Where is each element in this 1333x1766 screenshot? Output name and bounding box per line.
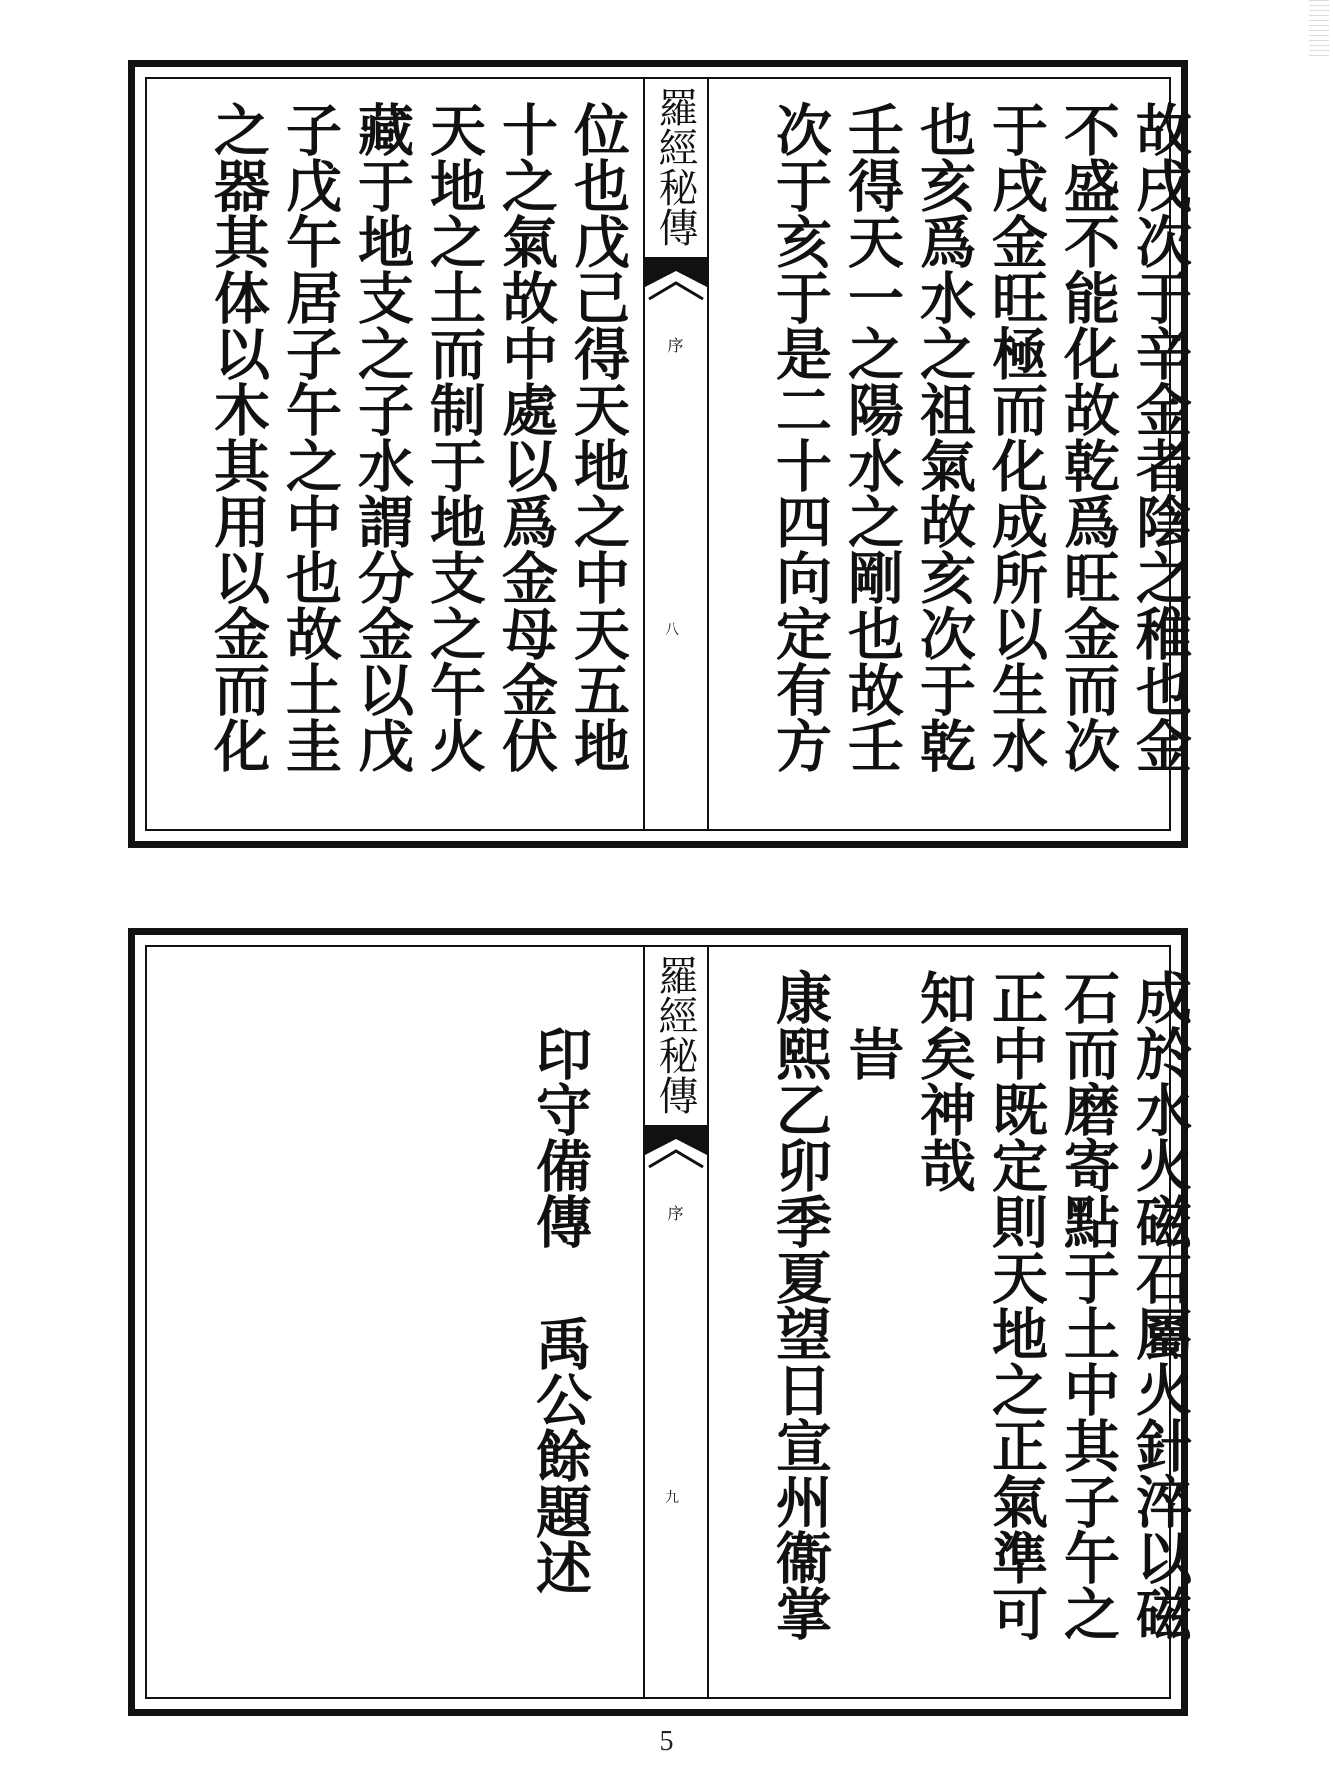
page-frame: [145, 77, 1193, 831]
text-column: 知矣神哉: [911, 969, 977, 1193]
book-page-lower: [128, 928, 1193, 1716]
text-column: 成於水火磁石屬火針淬以磁: [1127, 969, 1193, 1641]
text-column: 正中既定則天地之正氣準可: [983, 969, 1049, 1641]
signature-column: 印守備傳: [527, 1025, 593, 1249]
text-column: 于戌金旺極而化成所以生水: [983, 101, 1049, 773]
text-column: 次于亥于是二十四向定有方: [767, 101, 833, 773]
text-column: 天地之土而制于地支之午火: [421, 101, 487, 773]
section-label: 序: [665, 1205, 684, 1221]
fishtail-mark: [645, 257, 707, 301]
date-column: 康熙乙卯季夏望日宣州衞掌: [767, 969, 833, 1641]
folio-number: 八: [665, 622, 679, 638]
text-column: 也亥爲水之祖氣故亥次于乾: [911, 101, 977, 773]
text-column-indented: 旹: [839, 1025, 905, 1081]
text-column: 壬得天一之陽水之剛也故壬: [839, 101, 905, 773]
scan-speckle: [1309, 0, 1329, 60]
text-column: 之器其体以木其用以金而化: [205, 101, 271, 773]
book-title: 羅經秘傳: [652, 87, 698, 247]
text-column: 石而磨寄點于土中其子午之: [1055, 969, 1121, 1641]
book-title: 羅經秘傳: [652, 955, 698, 1115]
folio-number: 九: [665, 1490, 679, 1506]
page-frame: [145, 945, 1193, 1699]
author-column: 禹公餘題述: [527, 1315, 593, 1595]
text-column: 故戌次于辛金者陰之稚也金: [1127, 101, 1193, 773]
text-column: 子戊午居子午之中也故土圭: [277, 101, 343, 773]
text-column: 藏于地支之子水謂分金以戊: [349, 101, 415, 773]
text-column: 不盛不能化故乾爲旺金而次: [1055, 101, 1121, 773]
center-fold-strip: [643, 947, 709, 1697]
page-number: 5: [659, 1726, 674, 1757]
book-page-upper: [128, 60, 1193, 848]
text-column: 十之氣故中處以爲金母金伏: [493, 101, 559, 773]
center-fold-strip: [643, 79, 709, 829]
fishtail-mark: [645, 1125, 707, 1169]
text-column: 位也戊己得天地之中天五地: [565, 101, 631, 773]
section-label: 序: [665, 337, 684, 353]
